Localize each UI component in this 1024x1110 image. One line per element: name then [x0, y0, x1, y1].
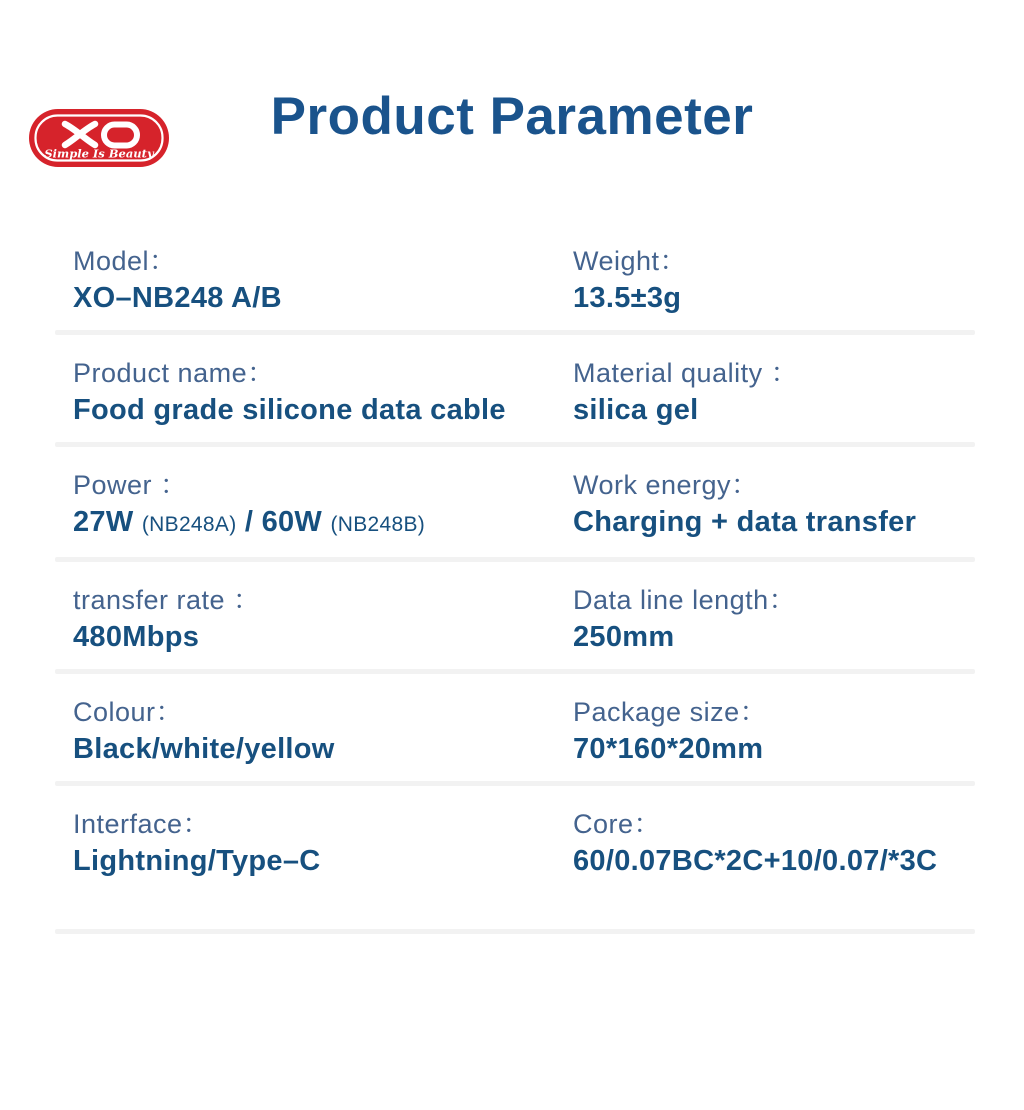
- param-label: transfer rate ：: [73, 585, 261, 615]
- xo-brand-logo: [28, 108, 170, 168]
- param-value: Charging + data transfer: [573, 506, 917, 538]
- param-value: 70*160*20mm: [573, 733, 764, 765]
- param-colour: [73, 696, 573, 767]
- param-label: Weight：: [573, 246, 688, 276]
- param-label: Core：: [573, 809, 662, 839]
- param-value: 480Mbps: [73, 621, 200, 653]
- param-label: Power ：: [73, 470, 188, 500]
- param-label: Data line length：: [573, 585, 797, 615]
- param-value: Black/white/yellow: [73, 733, 335, 765]
- param-material-quality: [573, 357, 975, 428]
- table-row: [55, 674, 975, 781]
- param-model: [73, 245, 573, 316]
- param-value: 250mm: [573, 621, 675, 653]
- param-label: Material quality ：: [573, 358, 799, 388]
- param-package-size: [573, 696, 975, 767]
- param-data-line-length: [573, 584, 975, 655]
- param-value: Lightning/Type–C: [73, 845, 321, 877]
- row-divider: [55, 929, 975, 934]
- param-core: [573, 808, 975, 879]
- table-row: [55, 223, 975, 330]
- param-label: Product name：: [73, 358, 275, 388]
- product-parameter-table: [55, 223, 975, 934]
- table-row: [55, 335, 975, 442]
- param-value: 60/0.07BC*2C+10/0.07/*3C: [573, 845, 938, 877]
- param-work-energy: [573, 469, 975, 543]
- param-value: XO–NB248 A/B: [73, 282, 282, 314]
- page-title: Product Parameter: [270, 87, 754, 146]
- param-value: 13.5±3g: [573, 282, 682, 314]
- param-label: Work energy：: [573, 470, 759, 500]
- param-value: silica gel: [573, 394, 699, 426]
- table-row: [55, 786, 975, 929]
- table-row: [55, 447, 975, 557]
- table-row: [55, 562, 975, 669]
- param-product-name: [73, 357, 573, 428]
- param-label: Package size：: [573, 697, 768, 727]
- param-value: 27W (NB248A) / 60W (NB248B): [73, 506, 426, 538]
- param-label: Interface：: [73, 809, 211, 839]
- param-label: Colour：: [73, 697, 184, 727]
- param-interface: [73, 808, 573, 879]
- param-label: Model：: [73, 246, 177, 276]
- logo-tagline: Simple Is Beauty: [44, 146, 154, 161]
- param-weight: [573, 245, 975, 316]
- param-power: [73, 469, 573, 543]
- param-value: Food grade silicone data cable: [73, 394, 506, 426]
- param-transfer-rate: [73, 584, 573, 655]
